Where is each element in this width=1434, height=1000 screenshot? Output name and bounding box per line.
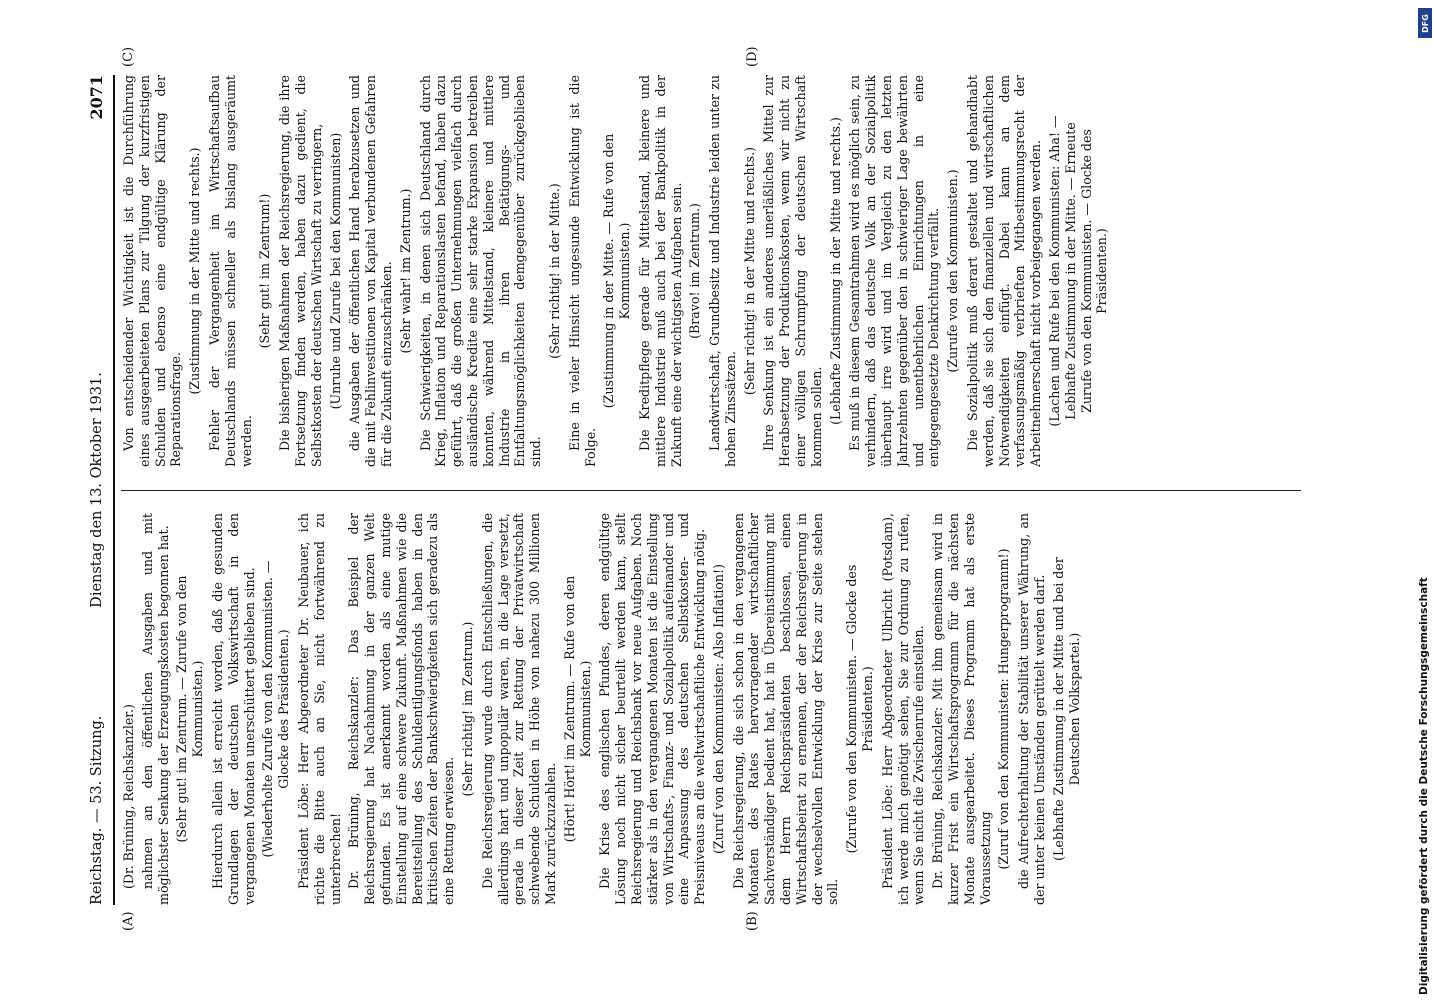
paragraph: Ihre Senkung ist ein anderes unerläßliches Mittel zur Herabsetzung der Produktionskosten, wenn wir nicht zu einer völligen Schrumpfung der deutschen Wirtschaft kommen sollen. bbox=[761, 75, 824, 467]
paragraph: Die Kreditpflege gerade für Mittelstand, kleinere und mittlere Industrie muß auch bei der Bankpolitik in der Zukunft eine der wichtigsten Aufgaben sein. bbox=[636, 75, 684, 467]
interjection: (Lachen und Rufe bei den Kommunisten: Aha! — Lebhafte Zustimmung in der Mitte. — Erneute Zurufe von den Kommunisten. — Glocke des Präsidenten.) bbox=[1047, 115, 1110, 427]
interjection: (Zustimmung in der Mitte. — Rufe von den Kommunisten.) bbox=[601, 133, 633, 409]
right-column bbox=[121, 75, 1311, 467]
running-head bbox=[85, 75, 115, 905]
page-number: 2071 bbox=[87, 75, 106, 120]
paragraph: Präsident Löbe: Herr Abgeordneter Dr. Neubauer, ich richte die Bitte auch an Sie, nicht fortwährend zu unterbrechen! bbox=[295, 513, 343, 905]
interjection: (Zurufe von den Kommunisten. — Glocke des Präsidenten.) bbox=[844, 564, 876, 854]
paragraph: Dr. Brüning, Reichskanzler: Mit ihm gemeinsam wird in kurzer Frist ein Wirtschaftsprogramm für die nächsten Monate ausgearbeitet. Dieses Programm hat als erste Voraussetzung bbox=[930, 513, 993, 905]
margin-marker-d: (D) bbox=[745, 46, 760, 67]
interjection: (Zuruf von den Kommunisten: Hungerprogramm!) bbox=[996, 548, 1012, 870]
paragraph: (Dr. Brüning, Reichskanzler.) bbox=[121, 704, 136, 889]
paragraph: Die Schwierigkeiten, in denen sich Deutschland durch Krieg, Inflation und Reparationslasten befand, haben dazu geführt, daß die großen Unternehmungen vielfach durch ausländische Kredite eine sehr starke Expansion betreiben konnten, während Mittelstand, kleinere und mittlere Industrie in ihren Betätigungs- und Entfaltungsmöglichkeiten demgegenüber zurückgeblieben sind. bbox=[417, 75, 544, 467]
paragraph: Die bisherigen Maßnahmen der Reichsregierung, die ihre Fortsetzung finden werden, haben dazu gedient, die Selbstkosten der deutschen Wirtschaft zu verringern, bbox=[277, 75, 324, 467]
interjection: (Zuruf von den Kommunisten: Also Inflation!) bbox=[710, 563, 726, 855]
margin-marker-b: (B) bbox=[745, 911, 760, 931]
paragraph: Eine in vieler Hinsicht ungesunde Entwicklung ist die Folge. bbox=[566, 75, 598, 467]
margin-marker-c: (C) bbox=[121, 46, 136, 67]
interjection: (Lebhafte Zustimmung in der Mitte und rechts.) bbox=[827, 117, 843, 425]
interjection: (Unruhe und Zurufe bei den Kommunisten) bbox=[327, 132, 343, 410]
paragraph: Dr. Brüning, Reichskanzler: Das Beispiel der Reichsregierung hat Nachahmung in der ganzen Welt gefunden. Es ist anerkannt worden als eine mutige Einstellung auf eine schwere Zukunft. Maßnahmen wie die Bereitstellung des Schuldentilgungsfonds haben in den kritischen Zeiten der Bankschwierigkeiten sich geradezu als eine Rettung erwiesen. bbox=[346, 513, 457, 905]
interjection: (Lebhafte Zustimmung in der Mitte und bei der Deutschen Volkspartei.) bbox=[1050, 557, 1082, 861]
paragraph: Fehler der Vergangenheit im Wirtschaftsaufbau Deutschlands müssen schneller als bislang ausgeräumt werden. bbox=[206, 75, 254, 467]
paragraph: die Aufrechterhaltung der Stabilität unserer Währung, an der unter keinen Umständen gerüttelt werden darf. bbox=[1016, 513, 1048, 905]
interjection: (Hört! Hört! im Zentrum. — Rufe von den Kommunisten.) bbox=[561, 575, 593, 843]
paragraph: Landwirtschaft, Grundbesitz und Industrie leiden unter zu hohen Zinssätzen. bbox=[707, 75, 738, 467]
paragraph: nahmen an den öffentlichen Ausgaben und mit möglichster Senkung der Erzeugungskosten begonnen hat. bbox=[139, 513, 171, 905]
left-column bbox=[121, 513, 1311, 905]
paragraph: Die Reichsregierung, die sich schon in den vergangenen Monaten des Rates hervorragender wirtschaftlicher Sachverständiger bedient hat, hat in Übereinstimmung mit dem Herrn Reichspräsidenten beschlossen, einen Wirtschaftsbeirat zu ernennen, der der Reichsregierung in der wechselvollen Entwicklung der Krise zur Seite stehen soll. bbox=[730, 513, 841, 905]
margin-marker-a: (A) bbox=[121, 911, 136, 931]
running-head-session: Reichstag. — 53. Sitzung. bbox=[89, 715, 105, 905]
interjection: (Sehr richtig! im Zentrum.) bbox=[459, 621, 475, 797]
paragraph: Es muß in diesem Gesamtrahmen wird es möglich sein, zu verhindern, daß das deutsche Volk an der Sozialpolitik überhaupt irre wird und im Vergleich zu den letzten Jahrzehnten gegenüber den in schwieriger Lage bewährten und unentbehrlichen Einrichtungen in eine entgegengesetzte Denkrichtung verfällt. bbox=[847, 75, 942, 467]
interjection: (Zustimmung in der Mitte und rechts.) bbox=[187, 147, 203, 395]
interjection: (Wiederholte Zurufe von den Kommunisten. — Glocke des Präsidenten.) bbox=[260, 560, 292, 858]
dfg-logo-text: DFG bbox=[1420, 13, 1430, 33]
interjection: (Zurufe von den Kommunisten.) bbox=[945, 169, 961, 373]
interjection: (Sehr gut! im Zentrum!) bbox=[257, 193, 273, 349]
paragraph: die Ausgaben der öffentlichen Hand herabzusetzen und die mit Fehlinvestitionen von Kapital verbundenen Gefahren für die Zukunft einzuschränken. bbox=[347, 75, 394, 467]
interjection: (Bravo! im Zentrum.) bbox=[687, 203, 703, 339]
rotated-page-content bbox=[85, 46, 1330, 931]
interjection: (Sehr gut! im Zentrum. — Zurufe von den Kommunisten.) bbox=[174, 575, 206, 843]
dfg-logo bbox=[1418, 8, 1432, 38]
interjection: (Sehr wahr! im Zentrum.) bbox=[397, 188, 413, 354]
paragraph: Die Reichsregierung wurde durch Entschließungen, die allerdings hart und unpopulär waren, in die Lage versetzt, gerade in dieser Zeit zur Rettung der Privatwirtschaft schwebende Schulden in Höhe von nahezu 300 Millionen Mark zurückzuzahlen. bbox=[479, 513, 558, 905]
paragraph: Von entscheidender Wichtigkeit ist die Durchführung eines ausgearbeiteten Plans zur Tilgung der kurzfristigen Schulden und ebenso eine endgültige Klärung der Reparationsfrage. bbox=[121, 75, 184, 467]
running-head-date: Dienstag den 13. Oktober 1931. bbox=[89, 372, 105, 608]
paragraph: Die Krise des englischen Pfundes, deren endgültige Lösung noch nicht sicher beurteilt werden kann, stellt Reichsregierung und Reichsbank vor neue Aufgaben. Noch stärker als in den vergangenen Monaten ist die Einstellung von Wirtschafts-, Finanz- und Sozialpolitik aufeinander und eine Anpassung des deutschen Selbstkosten- und Preisniveaus an die weltwirtschaftliche Entwicklung nötig. bbox=[597, 513, 708, 905]
interjection: (Sehr richtig! in der Mitte und rechts.) bbox=[741, 146, 757, 396]
paragraph: Hierdurch allein ist erreicht worden, daß die gesunden Grundlagen der deutschen Volkswirtschaft in den vergangenen Monaten unerschüttert geblieben sind. bbox=[209, 513, 257, 905]
paragraph: Die Sozialpolitik muß derart gestaltet und gehandhabt werden, daß sie sich den finanziellen und wirtschaftlichen Notwendigkeiten einfügt. Dabei kann an dem verfassungsmäßig verbrieften Mitbestimmungsrecht der Arbeitnehmerschaft nicht vorbeigegangen werden. bbox=[965, 75, 1044, 467]
paragraph: Präsident Löbe: Herr Abgeordneter Ulbricht (Potsdam), ich werde mich genötigt sehen, Sie zur Ordnung zu rufen, wenn Sie nicht die Zwischenrufe einstellen. bbox=[879, 513, 927, 905]
interjection: (Sehr richtig! in der Mitte.) bbox=[546, 183, 562, 359]
column-divider bbox=[121, 490, 1301, 491]
funding-note: Digitalisierung gefördert durch die Deutsche Forschungsgemeinschaft bbox=[1418, 577, 1430, 995]
